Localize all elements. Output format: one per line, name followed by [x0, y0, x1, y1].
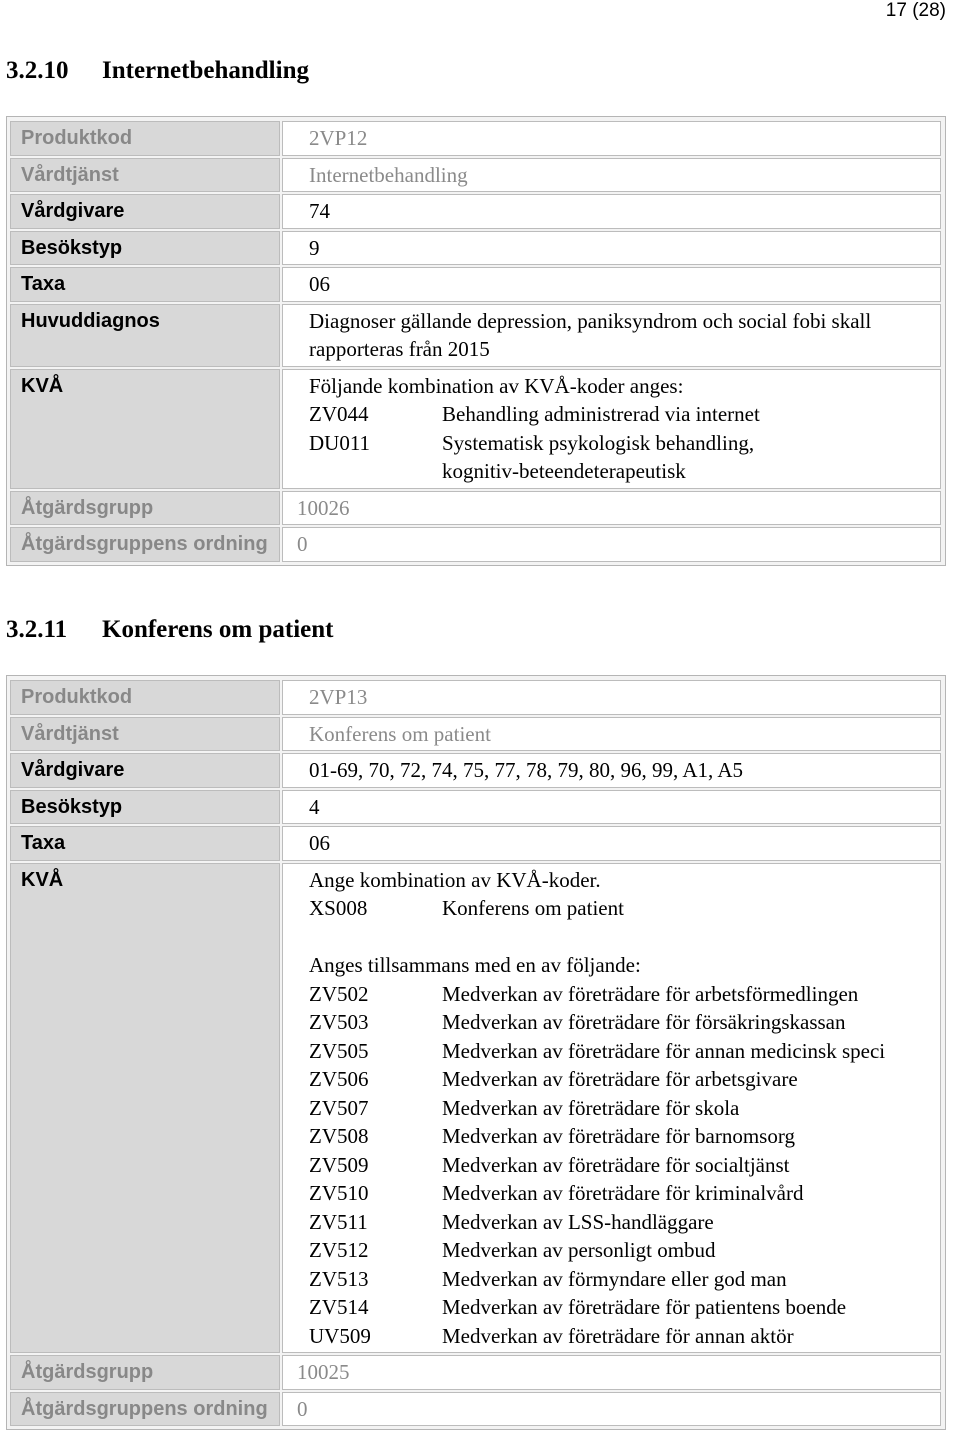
section-heading-konferens [6, 615, 333, 645]
kva-intro: Ange kombination av KVÅ-koder. [309, 867, 601, 892]
kva-desc: Medverkan av företrädare för skola [442, 1095, 740, 1120]
value-produktkod: 2VP13 [282, 680, 941, 715]
section-number: 3.2.11 [6, 616, 68, 643]
row-besokstyp [10, 231, 942, 266]
kva-desc: Medverkan av företrädare för arbetsgivare [442, 1067, 798, 1091]
kva-code-list [309, 980, 940, 1351]
section-heading-internetbehandling [6, 56, 309, 86]
row-ordning [10, 1392, 942, 1427]
value-atgardsgrupp: 10026 [282, 491, 941, 526]
kva-code-line [309, 980, 940, 1009]
value-produktkod: 2VP12 [282, 121, 941, 156]
label-atgardsgrupp: Åtgärdsgrupp [10, 491, 280, 526]
kva-code: ZV505 [309, 1038, 369, 1063]
kva-code: ZV503 [309, 1010, 369, 1034]
label-vardtjanst: Vårdtjänst [10, 717, 280, 752]
kva-code-line [309, 1037, 940, 1066]
kva-desc: Medverkan av företrädare för annan aktör [442, 1323, 794, 1348]
kva-desc: Medverkan av företrädare för kriminalvård [442, 1181, 804, 1205]
row-produktkod [10, 680, 942, 715]
row-produktkod [10, 121, 942, 156]
kva-code: ZV508 [309, 1124, 369, 1148]
value-besokstyp: 9 [282, 231, 941, 266]
kva-code: ZV509 [309, 1152, 369, 1177]
kva-code: ZV044 [309, 402, 369, 426]
row-taxa [10, 267, 942, 302]
row-atgardsgrupp [10, 491, 942, 526]
row-taxa [10, 826, 942, 861]
kva-code-line [309, 429, 940, 486]
row-vardtjanst [10, 717, 942, 752]
kva-desc: Systematisk psykologisk behandling, kognitiv-beteendeterapeutisk [442, 430, 755, 483]
kva-desc: Medverkan av företrädare för försäkringskassan [442, 1010, 846, 1034]
label-huvuddiagnos: Huvuddiagnos [10, 304, 280, 367]
kva-code-line [309, 1122, 940, 1151]
label-besokstyp: Besökstyp [10, 790, 280, 825]
kva-main-code-line [309, 894, 940, 923]
row-vardgivare [10, 194, 942, 229]
kva-code: ZV502 [309, 981, 369, 1006]
kva-code-line [309, 400, 940, 429]
label-taxa: Taxa [10, 267, 280, 302]
kva-code: ZV513 [309, 1266, 369, 1291]
kva-code: ZV511 [309, 1209, 368, 1234]
kva-desc: Medverkan av företrädare för barnomsorg [442, 1124, 795, 1148]
kva-code-line [309, 1236, 940, 1265]
kva-desc: Medverkan av förmyndare eller god man [442, 1266, 787, 1291]
spacer [309, 923, 940, 952]
section-number: 3.2.10 [6, 57, 69, 84]
label-besokstyp: Besökstyp [10, 231, 280, 266]
label-produktkod: Produktkod [10, 121, 280, 156]
value-atgardsgrupp: 10025 [282, 1355, 941, 1390]
value-vardgivare: 01-69, 70, 72, 74, 75, 77, 78, 79, 80, 96, 99, A1, A5 [282, 753, 941, 788]
label-ordning: Åtgärdsgruppens ordning [10, 1392, 280, 1427]
row-kva [10, 369, 942, 489]
kva-desc: Medverkan av företrädare för socialtjänst [442, 1152, 790, 1177]
kva-desc: Medverkan av företrädare för patientens boende [442, 1295, 847, 1319]
row-huvuddiagnos [10, 304, 942, 367]
row-vardtjanst [10, 158, 942, 193]
kva-desc: Medverkan av LSS-handläggare [442, 1209, 714, 1234]
kva-code: ZV507 [309, 1095, 369, 1120]
row-ordning [10, 527, 942, 562]
kva-code-line [309, 1208, 940, 1237]
product-table-konferens [6, 675, 946, 1430]
label-kva: KVÅ [10, 369, 280, 489]
row-kva [10, 863, 942, 1354]
kva-code-line [309, 1265, 940, 1294]
label-vardgivare: Vårdgivare [10, 194, 280, 229]
value-taxa: 06 [282, 267, 941, 302]
label-produktkod: Produktkod [10, 680, 280, 715]
value-ordning: 0 [282, 1392, 941, 1427]
kva-desc: Medverkan av personligt ombud [442, 1238, 716, 1262]
value-ordning: 0 [282, 527, 941, 562]
label-ordning: Åtgärdsgruppens ordning [10, 527, 280, 562]
kva-code-line [309, 1179, 940, 1208]
kva-code: XS008 [309, 896, 368, 920]
kva-desc: Behandling administrerad via internet [442, 402, 760, 426]
kva-code-line [309, 1094, 940, 1123]
row-besokstyp [10, 790, 942, 825]
kva-desc: Medverkan av företrädare för arbetsförmedlingen [442, 981, 859, 1006]
kva-code: UV509 [309, 1323, 371, 1348]
kva-code: ZV510 [309, 1181, 369, 1205]
label-kva: KVÅ [10, 863, 280, 1354]
kva-code-line [309, 1008, 940, 1037]
value-vardtjanst: Konferens om patient [282, 717, 941, 752]
kva-code: DU011 [309, 430, 371, 455]
kva-code: ZV506 [309, 1067, 369, 1091]
value-vardtjanst: Internetbehandling [282, 158, 941, 193]
label-vardgivare: Vårdgivare [10, 753, 280, 788]
row-atgardsgrupp [10, 1355, 942, 1390]
kva-together-intro: Anges tillsammans med en av följande: [309, 953, 641, 977]
section-title: Konferens om patient [102, 616, 334, 643]
section-title: Internetbehandling [102, 57, 309, 84]
kva-code: ZV514 [309, 1295, 369, 1319]
row-vardgivare [10, 753, 942, 788]
kva-code-line [309, 1065, 940, 1094]
value-besokstyp: 4 [282, 790, 941, 825]
kva-code-line [309, 1322, 940, 1351]
value-taxa: 06 [282, 826, 941, 861]
label-atgardsgrupp: Åtgärdsgrupp [10, 1355, 280, 1390]
page-number: 17 (28) [885, 0, 946, 21]
kva-desc: Medverkan av företrädare för annan medicinsk speci [442, 1038, 886, 1063]
label-taxa: Taxa [10, 826, 280, 861]
kva-code-line [309, 1151, 940, 1180]
value-kva [282, 369, 941, 489]
kva-code-line [309, 1293, 940, 1322]
value-huvuddiagnos: Diagnoser gällande depression, paniksyndrom och social fobi skall rapporteras från 2015 [282, 304, 941, 367]
product-table-internetbehandling [6, 116, 946, 566]
label-vardtjanst: Vårdtjänst [10, 158, 280, 193]
kva-code: ZV512 [309, 1238, 369, 1262]
kva-intro: Följande kombination av KVÅ-koder anges: [309, 373, 684, 398]
kva-desc: Konferens om patient [442, 896, 624, 920]
value-vardgivare: 74 [282, 194, 941, 229]
value-kva [282, 863, 941, 1354]
